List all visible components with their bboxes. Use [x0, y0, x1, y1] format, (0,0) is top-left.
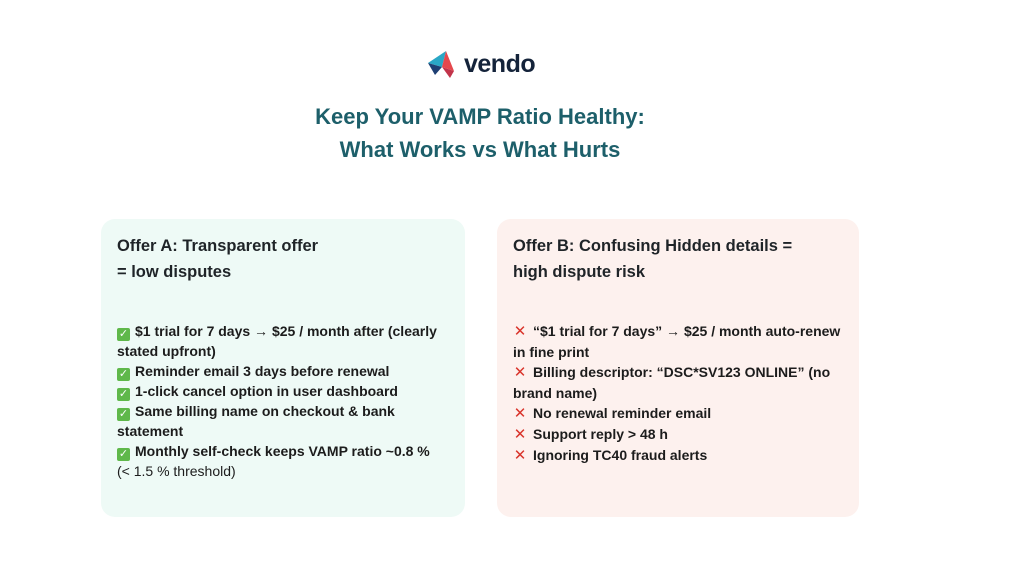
- list-item-text: “$1 trial for 7 days” → $25 / month auto-renew in fine print: [513, 323, 841, 360]
- cross-icon: ✕: [513, 323, 527, 340]
- list-item-text: Monthly self-check keeps VAMP ratio ~0.8 %: [135, 443, 430, 459]
- check-icon: ✓: [118, 408, 129, 420]
- title-line-2: What Works vs What Hurts: [339, 137, 621, 162]
- list-item-text: Same billing name on checkout & bank statement: [117, 403, 395, 439]
- offer-a-title-line-2: = low disputes: [117, 263, 232, 281]
- threshold-note: (< 1.5 % threshold): [117, 463, 236, 479]
- list-item-text: Ignoring TC40 fraud alerts: [533, 447, 708, 463]
- check-icon: ✓: [118, 328, 129, 340]
- vendo-logo-icon: [428, 51, 458, 79]
- check-icon: ✓: [118, 448, 129, 460]
- list-item: [117, 361, 451, 381]
- list-item: [513, 424, 845, 445]
- page-title: [0, 100, 960, 166]
- logo-text: vendo: [464, 50, 536, 78]
- offer-a-list: [117, 321, 451, 481]
- list-item-text: No renewal reminder email: [533, 405, 712, 421]
- cross-icon: ✕: [513, 447, 527, 464]
- offer-b-list: [513, 321, 845, 466]
- cross-icon: ✕: [513, 426, 527, 443]
- list-item: [117, 441, 451, 481]
- list-item: [117, 401, 451, 441]
- list-item: [513, 321, 845, 362]
- title-line-1: Keep Your VAMP Ratio Healthy:: [315, 104, 645, 129]
- list-item: [513, 445, 845, 466]
- list-item-text: 1-click cancel option in user dashboard: [135, 383, 398, 399]
- offer-b-card: [497, 219, 859, 517]
- offer-a-title-line-1: Offer A: Transparent offer: [117, 237, 319, 255]
- list-item: [513, 362, 845, 403]
- offer-b-title-line-1: Offer B: Confusing Hidden details =: [513, 237, 793, 255]
- list-item: [513, 403, 845, 424]
- offer-b-title: [513, 233, 845, 285]
- vendo-logo: [428, 50, 535, 79]
- cross-icon: ✕: [513, 364, 527, 381]
- cross-icon: ✕: [513, 405, 527, 422]
- check-icon: ✓: [118, 388, 129, 400]
- offer-a-title: [117, 233, 451, 285]
- check-icon: ✓: [118, 368, 129, 380]
- list-item: [117, 381, 451, 401]
- list-item-text: Billing descriptor: “DSC*SV123 ONLINE” (no brand name): [513, 364, 831, 401]
- offer-a-card: [101, 219, 465, 517]
- list-item-text: Support reply > 48 h: [533, 426, 668, 442]
- list-item-text: Reminder email 3 days before renewal: [135, 363, 390, 379]
- list-item-text: $1 trial for 7 days → $25 / month after (clearly stated upfront): [117, 323, 437, 359]
- list-item: [117, 321, 451, 361]
- offer-b-title-line-2: high dispute risk: [513, 263, 646, 281]
